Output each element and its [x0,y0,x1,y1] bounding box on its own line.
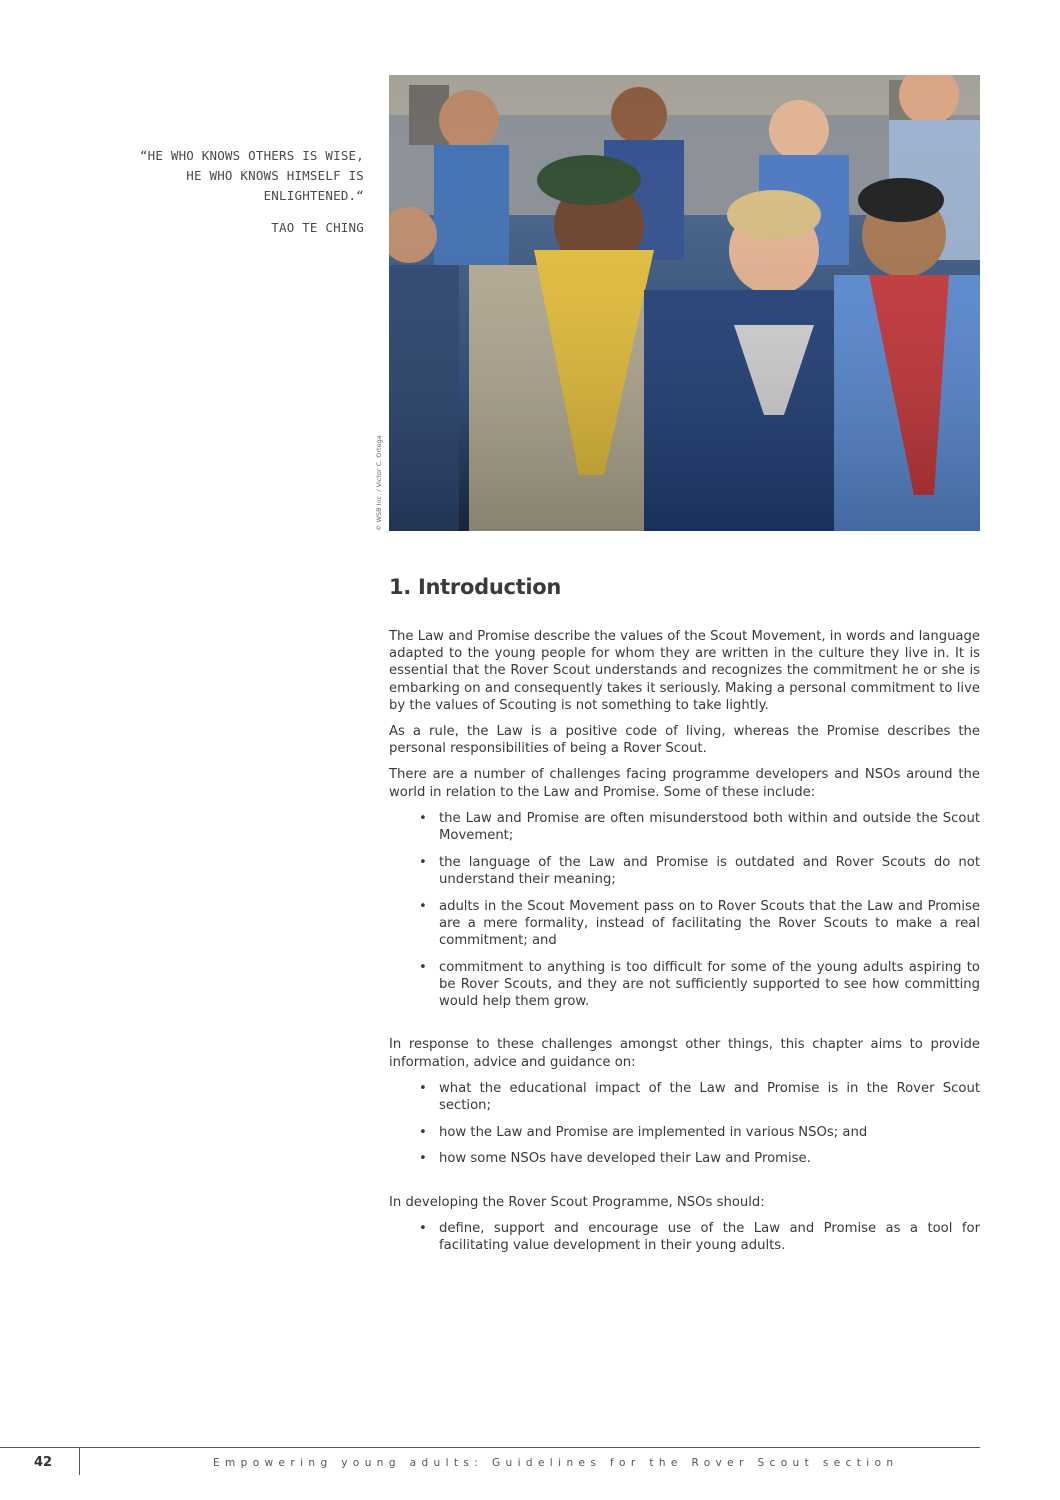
footer-divider [79,1447,80,1475]
challenges-list [389,810,980,1011]
bullet-icon: • [419,1220,427,1236]
list-item [389,1220,980,1254]
group-photo-image [389,75,980,531]
quote-line: “HE WHO KNOWS OTHERS IS WISE, [139,148,364,163]
quote-attribution: TAO TE CHING [271,220,364,235]
bullet-icon: • [419,898,427,914]
list-item-text: what the educational impact of the Law and Promise is in the Rover Scout section; [439,1080,980,1113]
aims-list [389,1080,980,1168]
body-paragraph: As a rule, the Law is a positive code of living, whereas the Promise describes the personal responsibilities of being a Rover Scout. [389,724,980,757]
group-photo-illustration [389,75,980,531]
list-item [389,810,980,844]
list-item-text: the Law and Promise are often misunderstood both within and outside the Scout Movement; [439,810,980,844]
bullet-icon: • [419,1124,427,1140]
list-item-text: how some NSOs have developed their Law and Promise. [439,1151,811,1167]
running-title: Empowering young adults: Guidelines for the Rover Scout section [213,1457,899,1469]
quote-line: ENLIGHTENED.“ [263,188,364,203]
section-body [389,628,980,1264]
list-item-text: commitment to anything is too difficult for some of the young adults aspiring to be Rover Scouts, and they are not sufficiently supported to see how committing would help them grow. [439,959,980,1010]
body-paragraph: There are a number of challenges facing programme developers and NSOs around the world in relation to the Law and Promise. Some of these include: [389,767,980,800]
epigraph-quote [60,146,364,238]
list-item-text: the language of the Law and Promise is outdated and Rover Scouts do not understand their meaning; [439,854,980,887]
bullet-icon: • [419,959,427,975]
list-item [389,1150,980,1167]
list-item-text: adults in the Scout Movement pass on to Rover Scouts that the Law and Promise are a mere formality, instead of facilitating the Rover Scouts to make a real commitment; and [439,898,980,949]
list-item [389,854,980,888]
bullet-icon: • [419,1151,427,1167]
footer-rule [0,1447,980,1448]
list-item-text: define, support and encourage use of the Law and Promise as a tool for facilitating value development in their young adults. [439,1220,980,1253]
list-item [389,1124,980,1141]
list-item [389,1080,980,1114]
list-item-text: how the Law and Promise are implemented in various NSOs; and [439,1124,868,1140]
body-paragraph: In developing the Rover Scout Programme, NSOs should: [389,1194,765,1210]
bullet-icon: • [419,1080,427,1096]
page-number: 42 [34,1455,53,1470]
nso-list [389,1220,980,1254]
body-paragraph: In response to these challenges amongst other things, this chapter aims to provide information, advice and guidance on: [389,1037,980,1070]
list-item [389,959,980,1011]
body-paragraph: The Law and Promise describe the values of the Scout Movement, in words and language adapted to the young people for whom they are written in the culture they live in. It is essential that the Rover Scout understands and recognizes the commitment he or she is embarking on and consequently takes it seriously. Making a personal commitment to live by the values of Scouting is not something to take lightly. [389,629,980,713]
photo-credit: © WSB Inc. / Victor C. Ortega [375,435,383,531]
list-item [389,898,980,950]
bullet-icon: • [419,854,427,870]
quote-line: HE WHO KNOWS HIMSELF IS [186,168,364,183]
section-title: 1. Introduction [389,575,562,599]
bullet-icon: • [419,810,427,826]
